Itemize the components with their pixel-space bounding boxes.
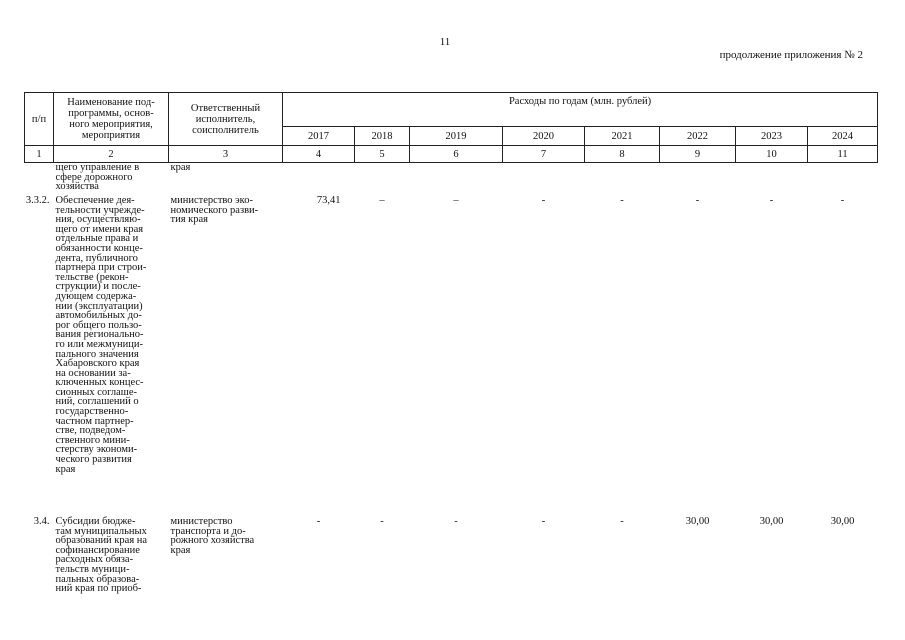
row-value [585, 163, 660, 194]
table-row [25, 193, 878, 514]
row-executor: края [170, 162, 191, 173]
table-row [25, 163, 878, 194]
row-value: - [541, 516, 546, 527]
row-executor: министерство транспорта и до- рожного хозяйства края [170, 516, 255, 556]
header-year: 2023 [736, 127, 808, 146]
header-year: 2021 [585, 127, 660, 146]
column-number: 10 [736, 146, 808, 163]
row-name: Обеспечение дея- тельности учрежде- ния, осуществляю- щего от имени края отдельные права и обязанности конце- дента, публичного партнера при строи- тельстве (рекон- струкции) и после- дующем содержа- нии (эксплуатации) автомобильных до- рог общего пользо- вания регионально- го или межмуници- пального значения Хабаровского края на основании за- ключенных концес- сионных соглаше- ний, соглашений о государственно- частном партнер- стве, подведом- ственного мини- стерству экономи- ческого развития края [55, 195, 147, 475]
row-name: Субсидии бюдже- там муниципальных образований края на софинансирование расходных обяза- тельств муници- пальных образова- ний края по приоб- [55, 516, 148, 595]
column-number: 11 [808, 146, 878, 163]
header-executor: Ответственный исполнитель, соисполнитель [169, 93, 283, 146]
column-number: 6 [410, 146, 503, 163]
row-value: - [695, 195, 700, 206]
row-value: - [620, 516, 624, 527]
row-value: – [453, 195, 459, 206]
header-name: Наименование под- программы, основ- ного мероприятия, мероприятия [54, 93, 169, 146]
column-number: 1 [25, 146, 54, 163]
header-year: 2019 [410, 127, 503, 146]
column-number: 2 [54, 146, 169, 163]
expenses-table [24, 92, 878, 612]
column-number: 3 [169, 146, 283, 163]
row-value [736, 163, 808, 194]
row-value [283, 163, 355, 194]
row-value: 30,00 [830, 516, 855, 527]
row-value: - [620, 195, 624, 206]
row-value: - [380, 516, 384, 527]
row-value [660, 163, 736, 194]
row-value [355, 163, 410, 194]
page-number: 11 [439, 36, 451, 48]
row-value: - [541, 195, 546, 206]
row-number [25, 163, 54, 194]
row-value [503, 163, 585, 194]
row-value: – [379, 195, 385, 206]
row-value: 73,41 [316, 195, 341, 206]
column-number: 9 [660, 146, 736, 163]
row-value: 30,00 [759, 516, 784, 527]
column-number: 4 [283, 146, 355, 163]
row-value [410, 163, 503, 194]
row-value: 30,00 [685, 516, 710, 527]
row-value: - [316, 516, 321, 527]
column-number: 5 [355, 146, 410, 163]
row-value: - [769, 195, 774, 206]
header-expenses: Расходы по годам (млн. рублей) [283, 93, 878, 127]
row-name: щего управление в сфере дорожного хозяйства [55, 162, 140, 193]
row-value [808, 163, 878, 194]
row-number: 3.3.2. [25, 195, 50, 206]
header-year: 2024 [808, 127, 878, 146]
header-year: 2022 [660, 127, 736, 146]
header-num: п/п [25, 93, 54, 146]
row-number: 3.4. [33, 516, 50, 527]
header-year: 2017 [283, 127, 355, 146]
row-value: - [454, 516, 458, 527]
column-number: 7 [503, 146, 585, 163]
row-executor: министерство эко- номического разви- тия края [170, 195, 259, 226]
appendix-continuation-note: продолжение приложения № 2 [719, 49, 863, 61]
table-row [25, 514, 878, 612]
column-number: 8 [585, 146, 660, 163]
header-year: 2020 [503, 127, 585, 146]
header-year: 2018 [355, 127, 410, 146]
row-value: - [840, 195, 845, 206]
